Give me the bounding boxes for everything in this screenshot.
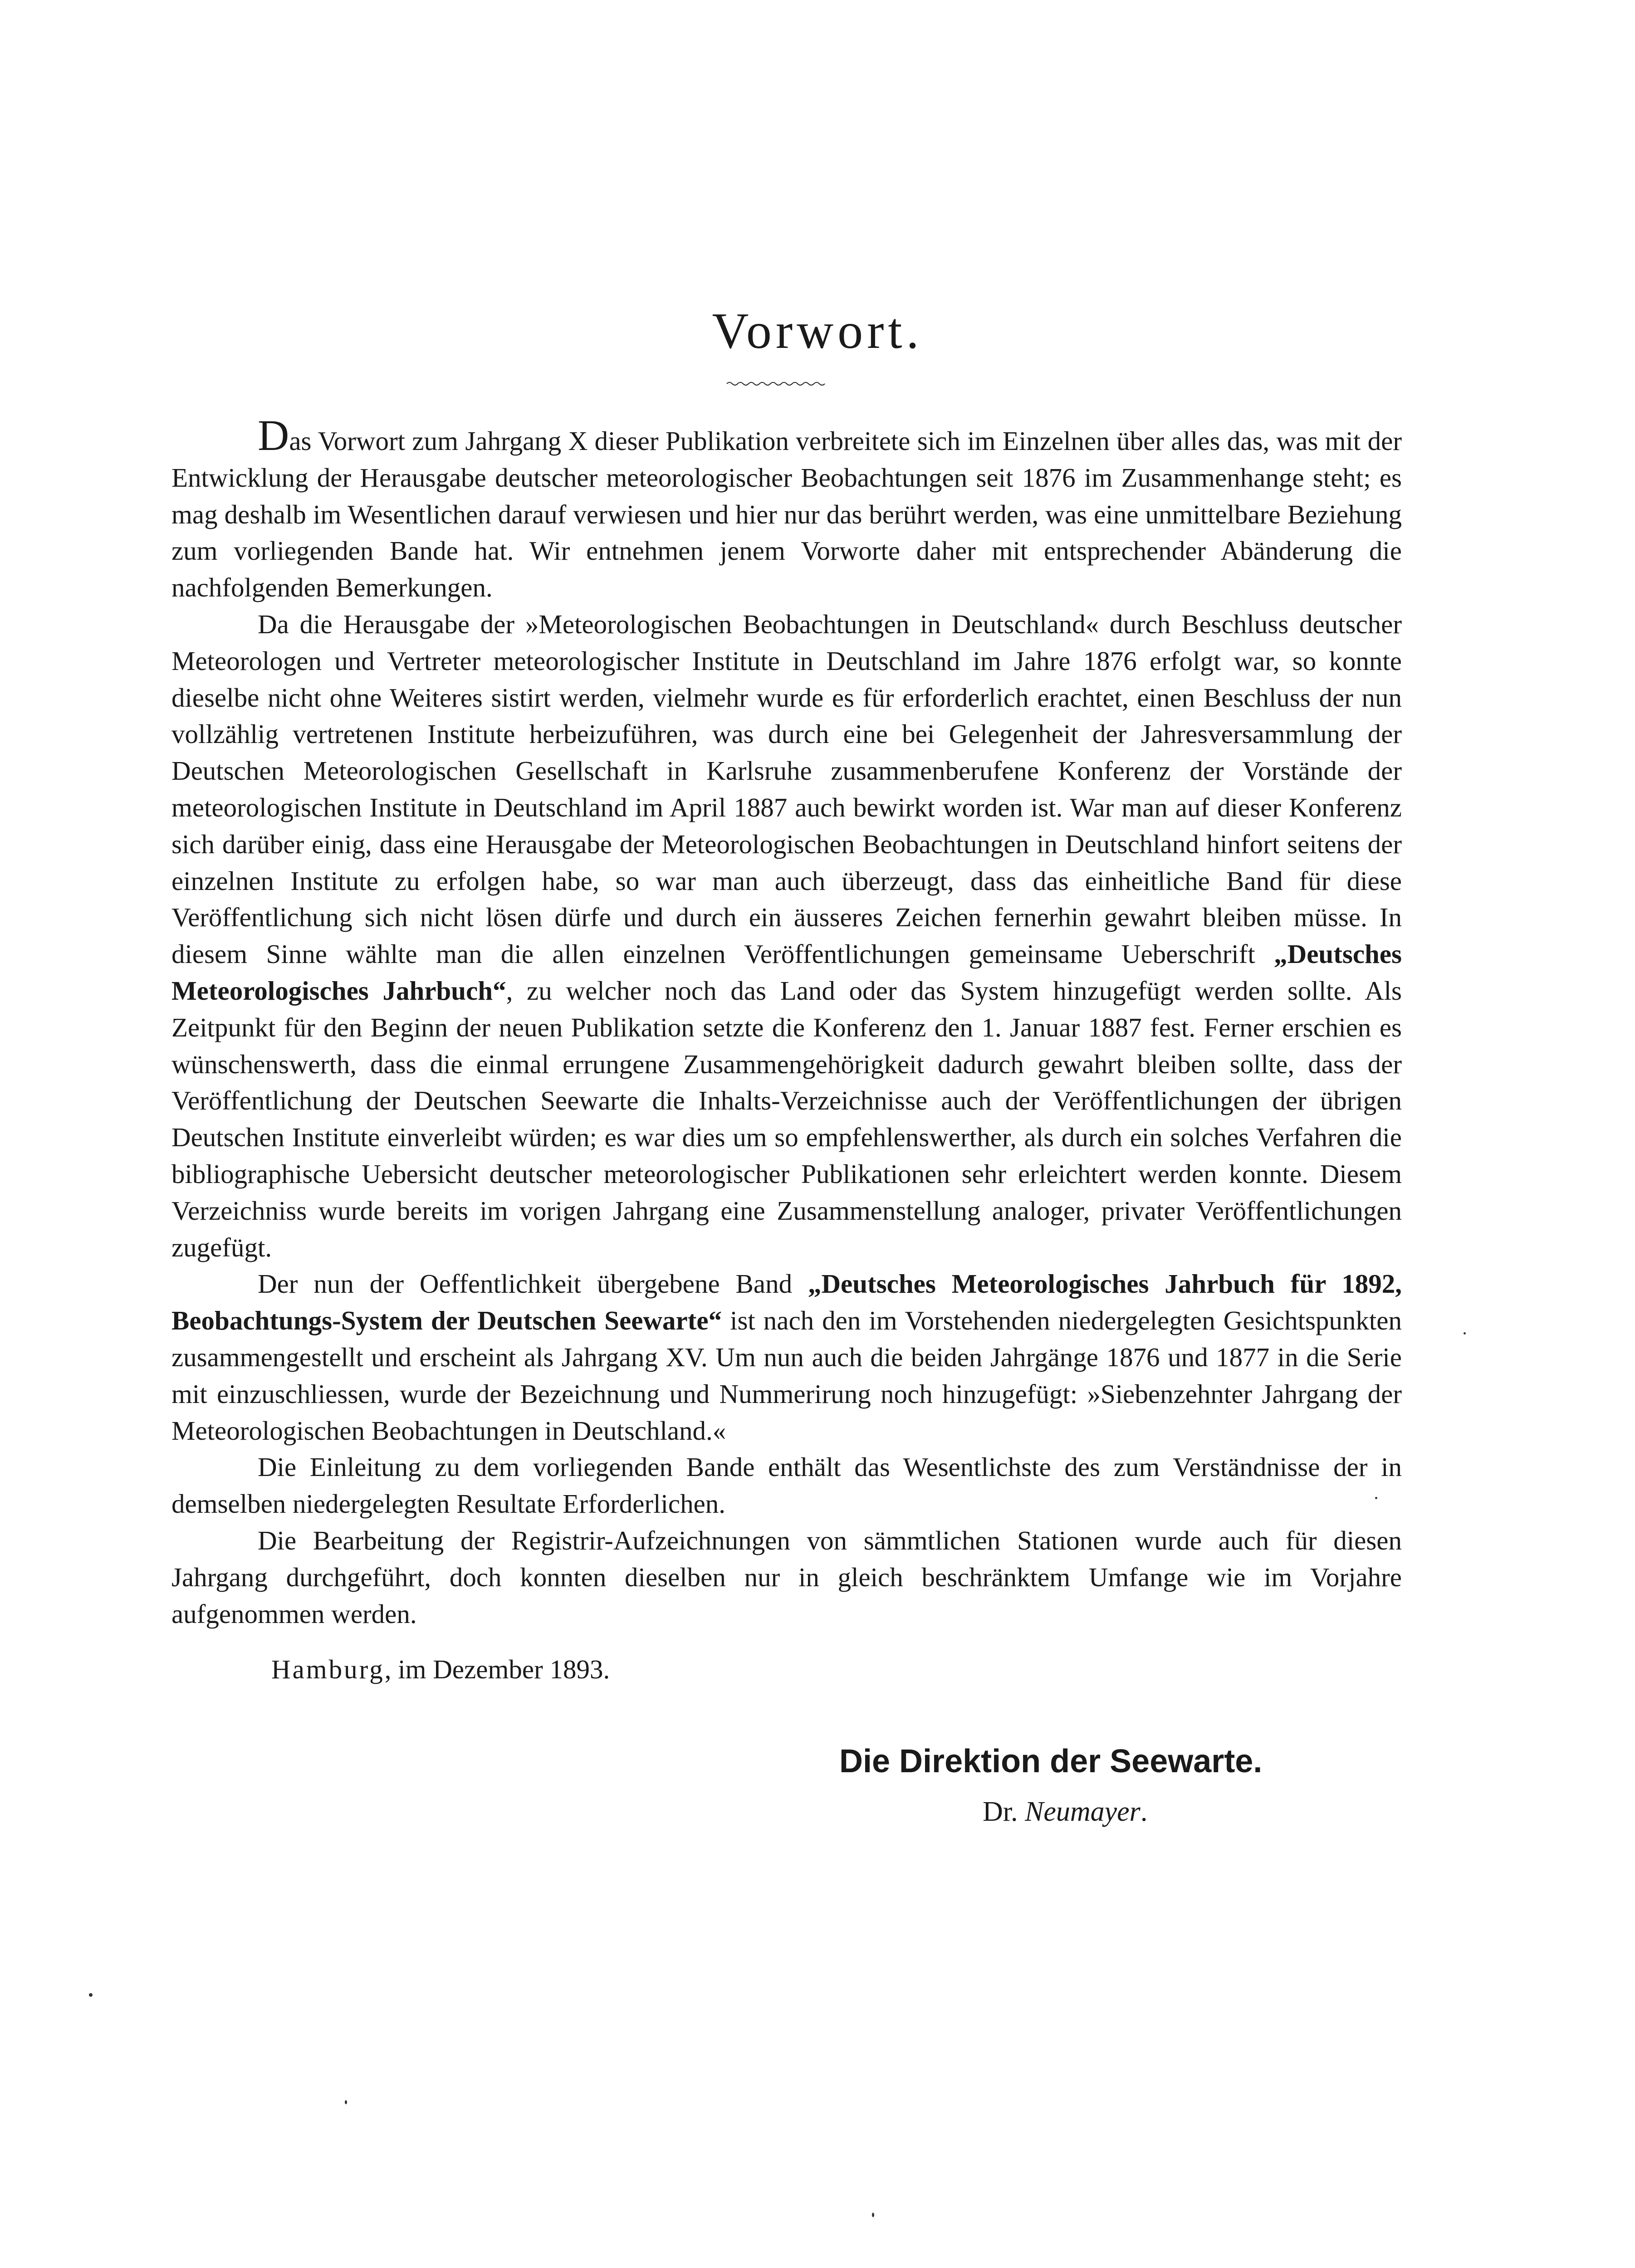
paragraph	[171, 1522, 1402, 1632]
place-and-date	[271, 1651, 610, 1687]
paragraph	[171, 1266, 1402, 1449]
paragraph-text: Die Bearbeitung der Registrir-Aufzeichnungen von sämmtlichen Stationen wurde auch für diesen Jahrgang durchgeführt, doch konnten dieselben nur in gleich beschränktem Umfange wie im Vorjahre aufgenommen werden.	[171, 1525, 1402, 1629]
scan-speck	[89, 1993, 93, 1997]
signature-institution: Die Direktion der Seewarte.	[839, 1743, 1263, 1779]
publication-title-bold: „Deutsches Meteorologisches Jahrbuch“	[171, 939, 1402, 1006]
scan-speck	[345, 2100, 347, 2104]
paragraph-text: Der nun der Oeffentlichkeit übergebene Band	[258, 1269, 808, 1299]
paragraph-text: as Vorwort zum Jahrgang X dieser Publikation verbreitete sich im Einzelnen über alles das, was mit der Entwicklung der Herausgabe deutscher meteorologischer Beobachtungen seit 1876 im Zusammenhange steht; es mag deshalb im Wesentlichen darauf verwiesen und hier nur das berührt werden, was eine unmittelbare Beziehung zum vorliegenden Bande hat. Wir entnehmen jenem Vorworte daher mit entsprechender Abänderung die nachfolgenden Bemerkungen.	[171, 426, 1402, 603]
place: Hamburg	[271, 1654, 385, 1684]
paragraph-text: ist nach den im Vorstehenden niedergelegten Gesichtspunkten zusammengestellt und erscheint als Jahrgang XV. Um nun auch die beiden Jahrgänge 1876 und 1877 in die Serie mit einzuschliessen, wurde der Bezeichnung und Nummerirung noch hinzugefügt: »Siebenzehnter Jahrgang der Meteorologischen Beobachtungen in Deutschland.«	[171, 1305, 1402, 1446]
scan-speck	[1464, 1332, 1466, 1334]
paragraph-text: , zu welcher noch das Land oder das System hinzugefügt werden sollte. Als Zeitpunkt für den Beginn der neuen Publikation setzte die Konferenz den 1. Januar 1887 fest. Ferner erschien es wünschenswerth, dass die einmal errungene Zusammengehörigkeit dadurch gewahrt bleiben sollte, dass der Veröffentlichung der Deutschen Seewarte die Inhalts-Verzeichnisse auch der Veröffentlichungen der übrigen Deutschen Institute einverleibt würden; es war dies um so empfehlenswerther, als durch ein solches Verfahren die bibliographische Uebersicht deutscher meteorologischer Publikationen sehr erleichtert werden konnte. Diesem Verzeichniss wurde bereits im vorigen Jahrgang eine Zusammenstellung analoger, privater Veröffentlichungen zugefügt.	[171, 975, 1402, 1262]
paragraph	[171, 606, 1402, 1266]
signatory-title: Dr.	[983, 1796, 1025, 1827]
signatory-name: Neumayer	[1025, 1796, 1141, 1827]
date: , im Dezember 1893.	[384, 1654, 610, 1684]
scan-speck	[1375, 1497, 1377, 1499]
preface-body	[171, 411, 1402, 1632]
signatory-period: .	[1140, 1796, 1148, 1827]
publication-title-bold: „Deutsches Meteorologisches Jahrbuch für 1892, Beobachtungs-System der Deutschen Seewarte“	[171, 1269, 1402, 1336]
title-ornament-rule	[726, 380, 826, 387]
signature-name	[983, 1794, 1147, 1830]
initial-letter: D	[258, 411, 289, 459]
paragraph-text: Da die Herausgabe der »Meteorologischen Beobachtungen in Deutschland« durch Beschluss deutscher Meteorologen und Vertreter meteorologischer Institute in Deutschland im Jahre 1876 erfolgt war, so konnte dieselbe nicht ohne Weiteres sistirt werden, vielmehr wurde es für erforderlich erachtet, einen Beschluss der nun vollzählig vertretenen Institute herbeizuführen, was durch eine bei Gelegenheit der Jahresversammlung der Deutschen Meteorologischen Gesellschaft in Karlsruhe zusammenberufene Konferenz der Vorstände der meteorologischen Institute in Deutschland im April 1887 auch bewirkt worden ist. War man auf dieser Konferenz sich darüber einig, dass eine Herausgabe der Meteorologischen Beobachtungen in Deutschland hinfort seitens der einzelnen Institute zu erfolgen habe, so war man auch überzeugt, dass das einheitliche Band für diese Veröffentlichung sich nicht lösen dürfe und durch ein äusseres Zeichen fernerhin gewahrt bleiben müsse. In diesem Sinne wählte man die allen einzelnen Veröffentlichungen gemeinsame Ueberschrift	[171, 609, 1402, 969]
scan-speck	[872, 2213, 874, 2217]
paragraph	[171, 1449, 1402, 1522]
page-title: Vorwort.	[712, 303, 923, 359]
paragraph-text: Die Einleitung zu dem vorliegenden Bande enthält das Wesentlichste des zum Verständnisse der in demselben niedergelegten Resultate Erforderlichen.	[171, 1452, 1402, 1519]
paragraph	[171, 411, 1402, 606]
